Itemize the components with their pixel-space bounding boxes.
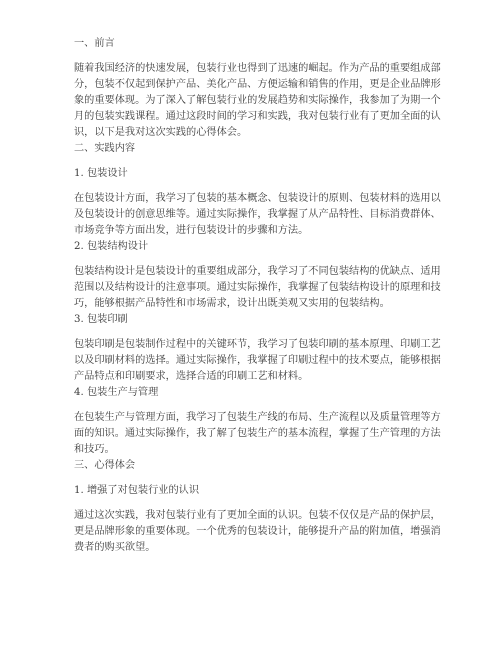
text-line: 分，包装不仅起到保护产品、美化产品、方便运输和销售的作用，更是企业品牌形 <box>74 79 441 90</box>
text-line: 以及印刷材料的选择。通过实际操作，我掌握了印刷过程中的技术要点，能够根据 <box>74 355 441 366</box>
section-heading: 二、实践内容 <box>74 143 136 154</box>
text-line: 包装印刷是包装制作过程中的关键环节，我学习了包装印刷的基本原理、印刷工艺 <box>74 339 441 350</box>
text-line: 费者的购买欲望。 <box>74 542 156 553</box>
text-line: 随着我国经济的快速发展，包装行业也得到了迅速的崛起。作为产品的重要组成部 <box>74 63 441 74</box>
subsection-heading: 3. 包装印刷 <box>74 314 128 325</box>
paragraph <box>74 337 441 385</box>
section-heading: 一、前言 <box>74 38 115 49</box>
paragraph <box>74 264 441 312</box>
paragraph <box>74 191 441 239</box>
document-page <box>74 36 441 556</box>
text-line: 范围以及结构设计的注意事项。通过实际操作，我掌握了包装结构设计的原理和技 <box>74 282 441 293</box>
text-line: 面的知识。通过实际操作，我了解了包装生产的基本流程，掌握了生产管理的方法 <box>74 428 441 439</box>
section-heading: 三、心得体会 <box>74 460 136 471</box>
text-line: 在包装设计方面，我学习了包装的基本概念、包装设计的原则、包装材料的选用以 <box>74 193 441 204</box>
text-line: 市场竞争等方面出发，进行包装设计的步骤和方法。 <box>74 225 309 236</box>
subsection-heading: 1. 增强了对包装行业的认识 <box>74 485 200 496</box>
text-line: 巧，能够根据产品特性和市场需求，设计出既美观又实用的包装结构。 <box>74 298 390 309</box>
text-line: 产品特点和印刷要求，选择合适的印刷工艺和材料。 <box>74 371 309 382</box>
text-line: 更是品牌形象的重要体现。一个优秀的包装设计，能够提升产品的附加值，增强消 <box>74 526 441 537</box>
paragraph <box>74 410 441 458</box>
text-line: 通过这次实践，我对包装行业有了更加全面的认识。包装不仅仅是产品的保护层， <box>74 510 441 521</box>
text-line: 和技巧。 <box>74 444 115 455</box>
subsection-heading: 4. 包装生产与管理 <box>74 387 159 398</box>
subsection-heading: 2. 包装结构设计 <box>74 241 149 252</box>
text-line: 及包装设计的创意思维等。通过实际操作，我掌握了从产品特性、目标消费群体、 <box>74 209 441 220</box>
subsection-heading: 1. 包装设计 <box>74 168 128 179</box>
text-line: 识，以下是我对这次实践的心得体会。 <box>74 127 248 138</box>
text-line: 象的重要体现。为了深入了解包装行业的发展趋势和实际操作，我参加了为期一个 <box>74 95 441 106</box>
paragraph <box>74 61 441 141</box>
paragraph <box>74 508 441 556</box>
text-line: 月的包装实践课程。通过这段时间的学习和实践，我对包装行业有了更加全面的认 <box>74 111 441 122</box>
text-line: 包装结构设计是包装设计的重要组成部分，我学习了不同包装结构的优缺点、适用 <box>74 266 441 277</box>
text-line: 在包装生产与管理方面，我学习了包装生产线的布局、生产流程以及质量管理等方 <box>74 412 441 423</box>
